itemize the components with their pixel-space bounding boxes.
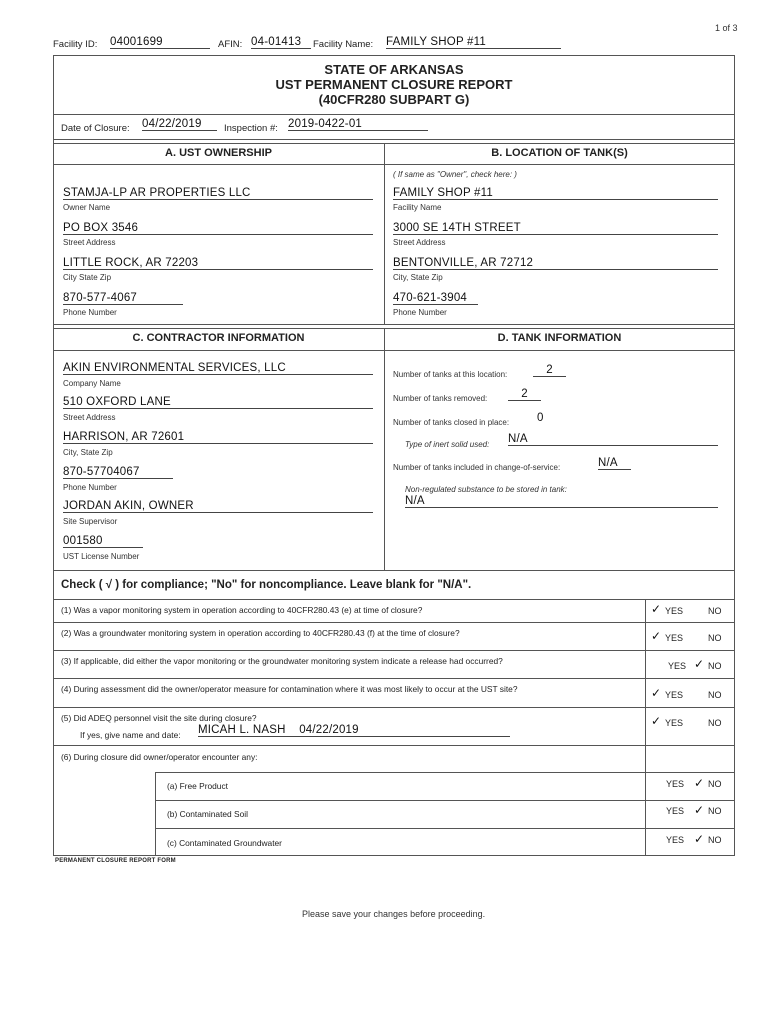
contractor-company-label: Company Name (63, 379, 121, 388)
site-supervisor-field[interactable]: JORDAN AKIN, OWNER (63, 500, 373, 513)
inspection-label: Inspection #: (224, 123, 278, 134)
inspection-field[interactable]: 2019-0422-01 (288, 118, 428, 131)
owner-phone-field[interactable]: 870-577-4067 (63, 292, 183, 305)
q5-yes-check[interactable]: ✓ (651, 714, 662, 728)
q1-yes-label: YES (665, 606, 684, 616)
compliance-heading: Check ( √ ) for compliance; "No" for noncompliance. Leave blank for "N/A". (61, 579, 472, 591)
q6c-no-check[interactable]: ✓ (694, 832, 705, 846)
closure-date-field[interactable]: 04/22/2019 (142, 118, 217, 131)
q2-yes-label: YES (665, 633, 684, 643)
q4-yes-check[interactable]: ✓ (651, 686, 662, 700)
inert-solid-label: Type of inert solid used: (405, 440, 490, 449)
owner-phone-label: Phone Number (63, 308, 117, 317)
question-6b: (b) Contaminated Soil (167, 809, 248, 819)
afin-field[interactable]: 04-01413 (251, 36, 311, 49)
contractor-city-field[interactable]: HARRISON, AR 72601 (63, 431, 373, 444)
question-1: (1) Was a vapor monitoring system in operation according to 40CFR280.43 (e) at time of closure? (61, 605, 423, 615)
q6c-yes-label[interactable]: YES (666, 835, 685, 845)
q3-yes-label[interactable]: YES (668, 661, 687, 671)
owner-name-field[interactable]: STAMJA-LP AR PROPERTIES LLC (63, 187, 373, 200)
location-street-label: Street Address (393, 238, 446, 247)
owner-name-label: Owner Name (63, 203, 111, 212)
facility-id-field[interactable]: 04001699 (110, 36, 210, 49)
q6b-no-label: NO (708, 806, 722, 816)
site-supervisor-label: Site Supervisor (63, 517, 118, 526)
contractor-city-label: City, State Zip (63, 448, 113, 457)
location-facility-field[interactable]: FAMILY SHOP #11 (393, 187, 718, 200)
contractor-company-field[interactable]: AKIN ENVIRONMENTAL SERVICES, LLC (63, 362, 373, 375)
num-tanks-field[interactable]: 2 (533, 364, 566, 377)
adeq-visit-date: 04/22/2019 (299, 724, 359, 736)
change-service-label: Number of tanks included in change-of-service: (393, 463, 561, 472)
question-6c: (c) Contaminated Groundwater (167, 838, 282, 848)
q5-no-label[interactable]: NO (708, 718, 722, 728)
q3-no-label: NO (708, 661, 722, 671)
location-street-field[interactable]: 3000 SE 14TH STREET (393, 222, 718, 235)
q2-no-label[interactable]: NO (708, 633, 722, 643)
tanks-removed-field[interactable]: 2 (508, 388, 541, 401)
q6a-no-check[interactable]: ✓ (694, 776, 705, 790)
ownership-heading: A. UST OWNERSHIP (165, 147, 272, 159)
question-6a: (a) Free Product (167, 781, 228, 791)
form-footer-name: PERMANENT CLOSURE REPORT FORM (55, 858, 176, 864)
question-4: (4) During assessment did the owner/operator measure for contamination where it was most likely to occur at the UST site? (61, 684, 518, 694)
facility-name-label: Facility Name: (313, 39, 374, 50)
q2-yes-check[interactable]: ✓ (651, 629, 662, 643)
facility-id-label: Facility ID: (53, 39, 98, 50)
question-5-sub: If yes, give name and date: (80, 730, 181, 740)
adeq-visitor-name: MICAH L. NASH (198, 724, 286, 736)
contractor-phone-field[interactable]: 870-57704067 (63, 466, 173, 479)
owner-city-label: City State Zip (63, 273, 112, 282)
afin-label: AFIN: (218, 39, 243, 50)
same-as-owner-note[interactable]: ( If same as "Owner", check here: ) (393, 170, 517, 179)
form-title (54, 62, 734, 107)
adeq-visitor-field[interactable] (198, 724, 510, 737)
contractor-phone-label: Phone Number (63, 483, 117, 492)
tanks-closed-field[interactable]: 0 (537, 412, 544, 424)
page-number: 1 of 3 (715, 23, 738, 33)
closure-date-label: Date of Closure: (61, 123, 130, 134)
q1-yes-check[interactable]: ✓ (651, 602, 662, 616)
location-facility-label: Facility Name (393, 203, 442, 212)
save-changes-note: Please save your changes before proceeding. (302, 909, 486, 919)
q6b-yes-label[interactable]: YES (666, 806, 685, 816)
q4-yes-label: YES (665, 690, 684, 700)
q3-no-check[interactable]: ✓ (694, 657, 705, 671)
question-6: (6) During closure did owner/operator encounter any: (61, 752, 258, 762)
location-heading: B. LOCATION OF TANK(S) (491, 147, 628, 159)
tank-heading: D. TANK INFORMATION (497, 332, 622, 344)
location-phone-label: Phone Number (393, 308, 447, 317)
owner-city-field[interactable]: LITTLE ROCK, AR 72203 (63, 257, 373, 270)
q6a-yes-label[interactable]: YES (666, 779, 685, 789)
title-line-2: UST PERMANENT CLOSURE REPORT (275, 77, 513, 92)
facility-name-field[interactable]: FAMILY SHOP #11 (386, 36, 561, 49)
num-tanks-label: Number of tanks at this location: (393, 370, 508, 379)
license-field[interactable]: 001580 (63, 535, 143, 548)
nonreg-substance-field[interactable]: N/A (405, 495, 718, 508)
inert-solid-field[interactable]: N/A (508, 433, 718, 446)
license-label: UST License Number (63, 552, 140, 561)
location-city-label: City, State Zip (393, 273, 443, 282)
contractor-street-label: Street Address (63, 413, 116, 422)
title-line-3: (40CFR280 SUBPART G) (318, 92, 470, 107)
q1-no-label[interactable]: NO (708, 606, 722, 616)
tanks-closed-label: Number of tanks closed in place: (393, 418, 510, 427)
title-line-1: STATE OF ARKANSAS (324, 62, 464, 77)
owner-street-field[interactable]: PO BOX 3546 (63, 222, 373, 235)
question-2: (2) Was a groundwater monitoring system in operation according to 40CFR280.43 (f) at the time of closure? (61, 628, 460, 638)
tanks-removed-label: Number of tanks removed: (393, 394, 488, 403)
change-service-field[interactable]: N/A (598, 457, 631, 470)
location-phone-field[interactable]: 470-621-3904 (393, 292, 478, 305)
facility-header (53, 36, 573, 52)
nonreg-substance-label: Non-regulated substance to be stored in tank: (405, 485, 567, 494)
question-5: (5) Did ADEQ personnel visit the site during closure? (61, 713, 257, 723)
q6a-no-label: NO (708, 779, 722, 789)
q6c-no-label: NO (708, 835, 722, 845)
q6b-no-check[interactable]: ✓ (694, 803, 705, 817)
contractor-heading: C. CONTRACTOR INFORMATION (132, 332, 305, 344)
contractor-street-field[interactable]: 510 OXFORD LANE (63, 396, 373, 409)
owner-street-label: Street Address (63, 238, 116, 247)
question-3: (3) If applicable, did either the vapor monitoring or the groundwater monitoring system indicate a release had occurred? (61, 656, 503, 666)
q4-no-label[interactable]: NO (708, 690, 722, 700)
q5-yes-label: YES (665, 718, 684, 728)
location-city-field[interactable]: BENTONVILLE, AR 72712 (393, 257, 718, 270)
